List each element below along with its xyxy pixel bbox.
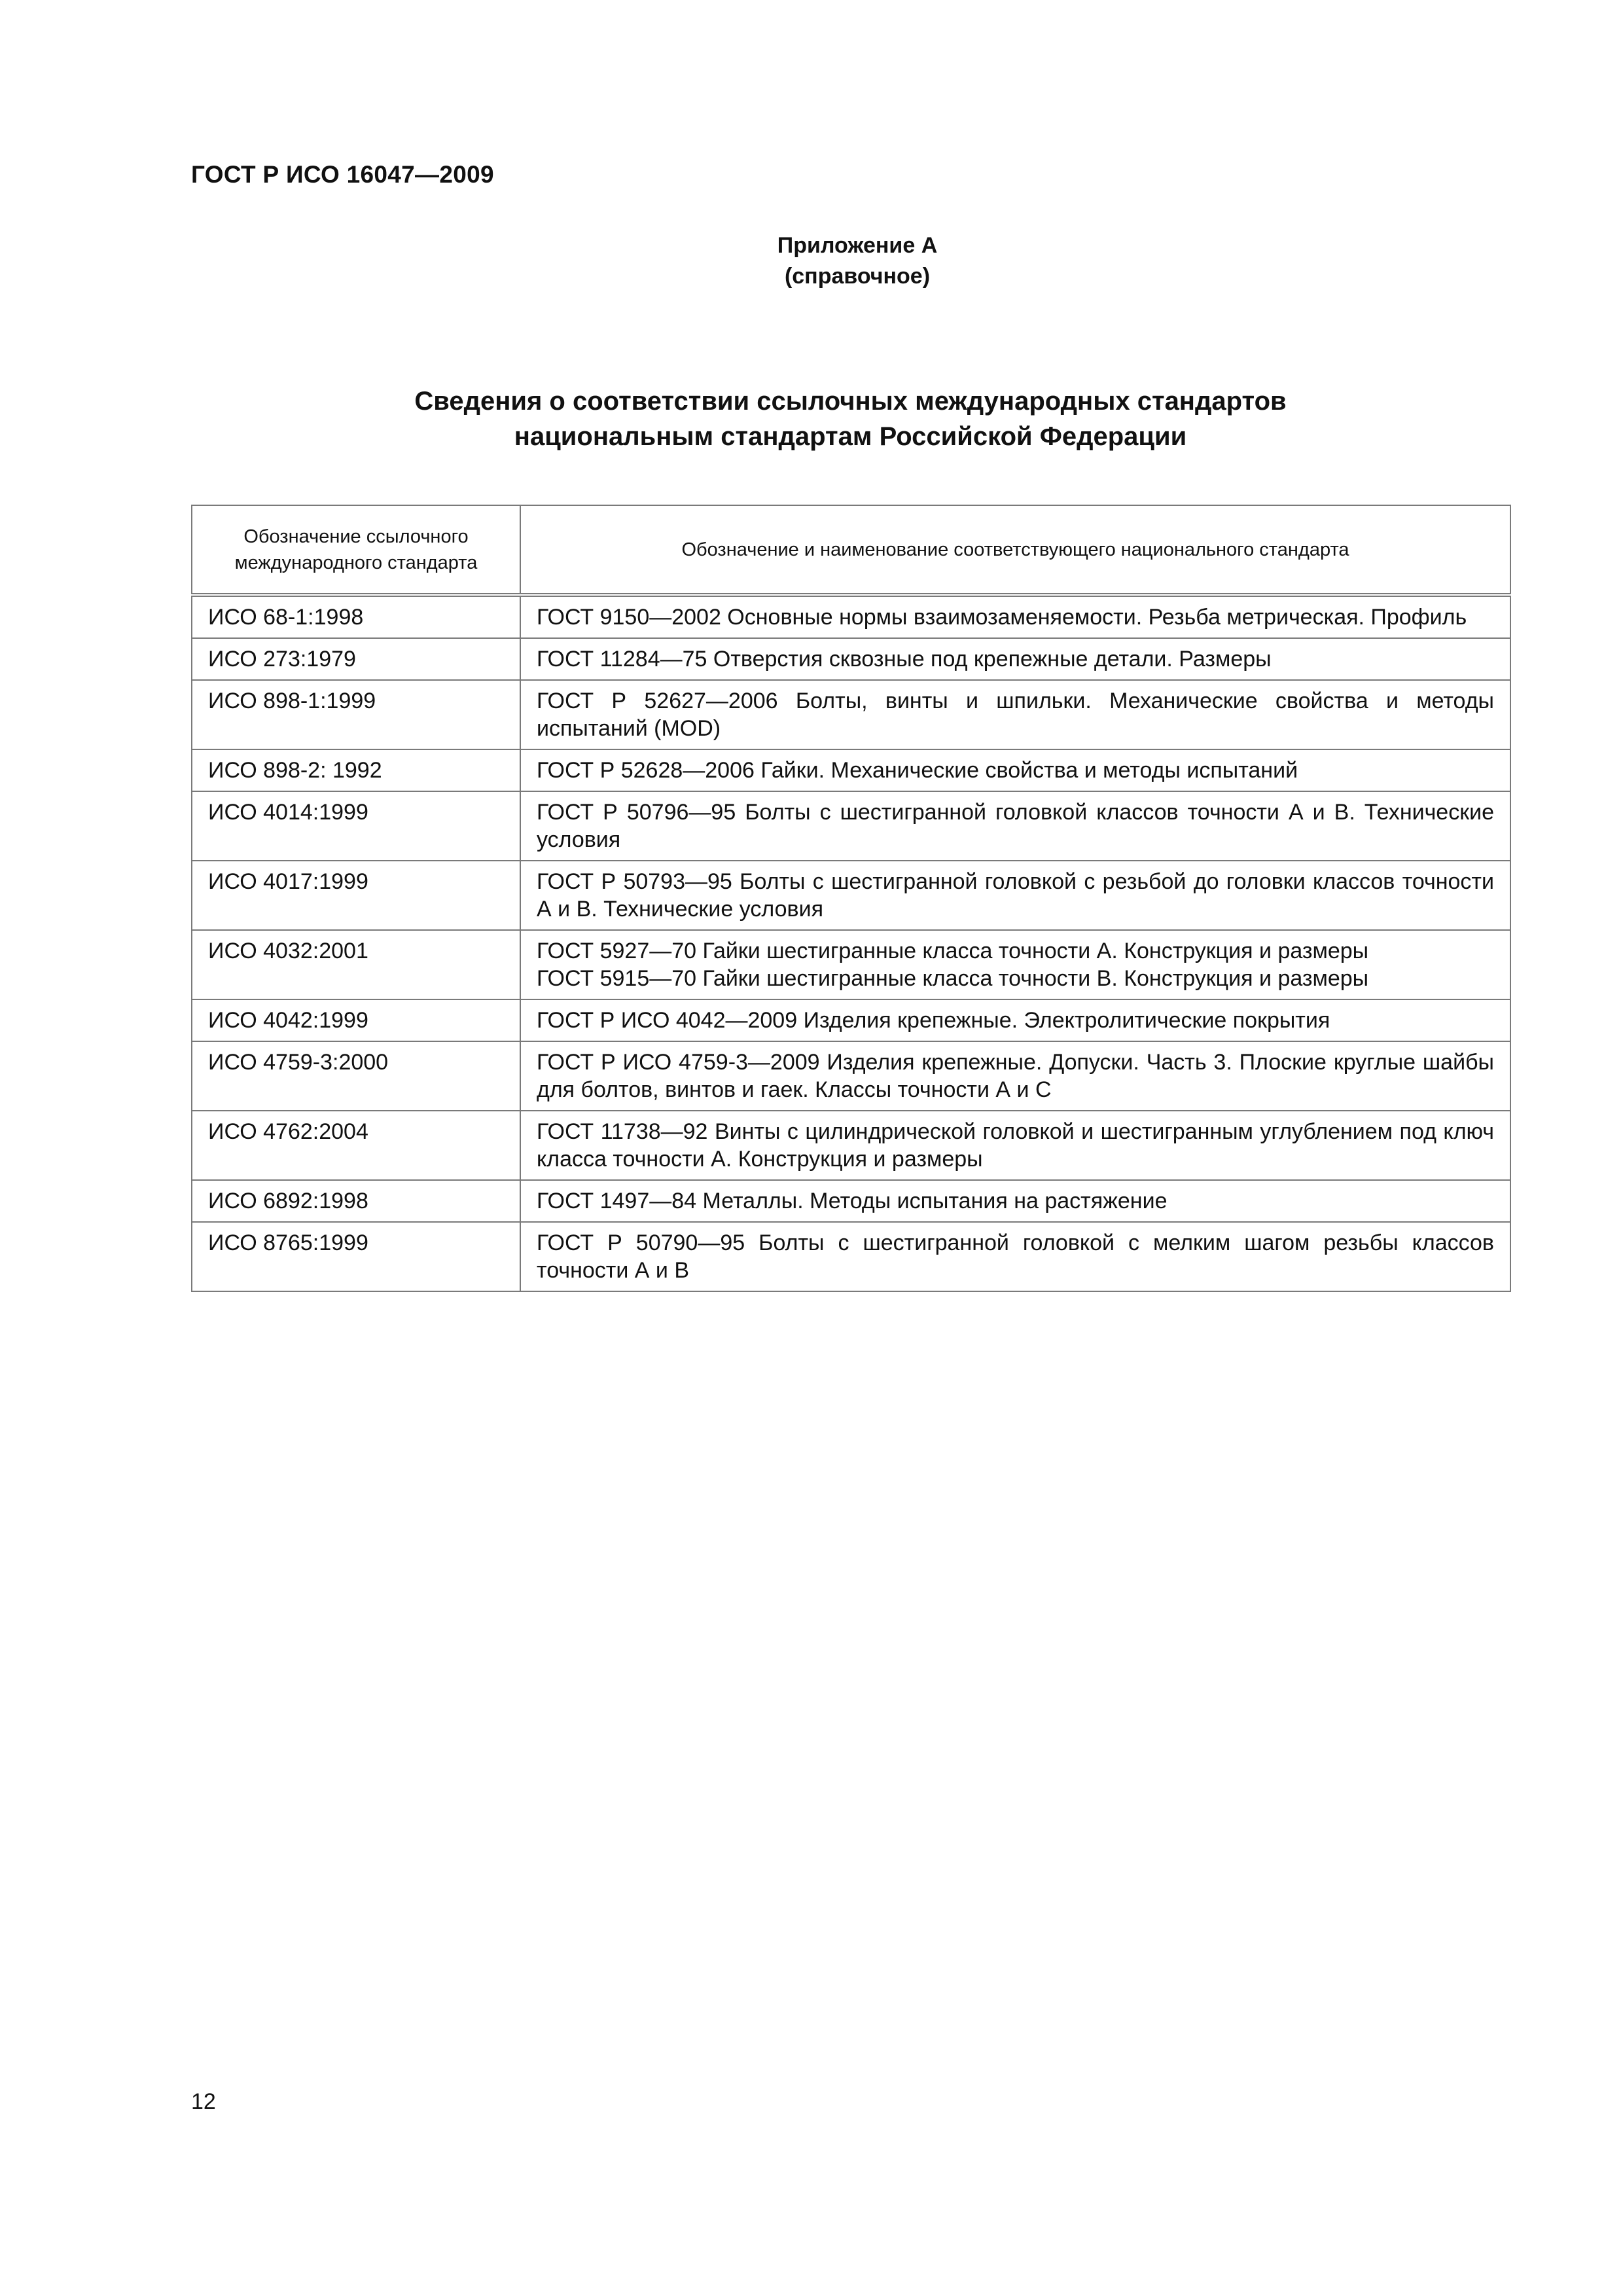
international-standard-cell: ИСО 4042:1999 [192,999,520,1041]
international-standard-cell: ИСО 4762:2004 [192,1111,520,1180]
international-standard-cell: ИСО 4017:1999 [192,861,520,930]
table-row [192,595,1510,638]
international-standard-cell: ИСО 898-1:1999 [192,680,520,749]
national-standard-entry: ГОСТ Р 50793—95 Болты с шестигранной головкой с резьбой до головки классов точности А и В. Технические условия [537,869,1494,922]
appendix-heading [654,230,1060,292]
international-standard-cell: ИСО 4014:1999 [192,791,520,861]
table-row [192,791,1510,861]
table-row [192,999,1510,1041]
table-row [192,638,1510,680]
standards-correspondence-table [191,505,1511,1292]
national-standard-entry: ГОСТ Р ИСО 4759-3—2009 Изделия крепежные. Допуски. Часть 3. Плоские круглые шайбы для болтов, винтов и гаек. Классы точности А и С [537,1050,1494,1102]
appendix-label: Приложение А [777,233,938,258]
national-standard-cell [520,1041,1510,1111]
section-title-line-2: национальным стандартам Российской Федерации [514,422,1187,451]
international-standard-cell: ИСО 4759-3:2000 [192,1041,520,1111]
national-standard-cell [520,638,1510,680]
national-standard-cell [520,749,1510,791]
national-standard-cell [520,1111,1510,1180]
national-standard-entry: ГОСТ 5927—70 Гайки шестигранные класса точности А. Конструкция и размеры [537,939,1369,963]
table-row [192,680,1510,749]
international-standard-cell: ИСО 898-2: 1992 [192,749,520,791]
national-standard-entry: ГОСТ 9150—2002 Основные нормы взаимозаменяемости. Резьба метрическая. Профиль [537,605,1467,630]
table-row [192,861,1510,930]
international-standard-cell: ИСО 273:1979 [192,638,520,680]
national-standard-entry: ГОСТ Р 52627—2006 Болты, винты и шпильки. Механические свойства и методы испытаний (MOD) [537,689,1494,741]
national-standard-cell [520,930,1510,999]
national-standard-entry: ГОСТ Р 52628—2006 Гайки. Механические свойства и методы испытаний [537,758,1298,783]
table-row [192,930,1510,999]
national-standard-cell [520,999,1510,1041]
national-standard-cell [520,1180,1510,1222]
table-row [192,749,1510,791]
national-standard-entry: ГОСТ Р 50796—95 Болты с шестигранной головкой классов точности А и В. Технические условия [537,800,1494,852]
national-standard-entry: ГОСТ 1497—84 Металлы. Методы испытания на растяжение [537,1189,1168,1213]
column-header-national: Обозначение и наименование соответствующего национального стандарта [520,505,1510,595]
table-body [192,595,1510,1291]
page-number: 12 [191,2089,216,2114]
document-code-header: ГОСТ Р ИСО 16047—2009 [191,161,494,188]
international-standard-cell: ИСО 4032:2001 [192,930,520,999]
section-title-line-1: Сведения о соответствии ссылочных международных стандартов [414,387,1287,416]
national-standard-entry: ГОСТ Р ИСО 4042—2009 Изделия крепежные. Электролитические покрытия [537,1008,1330,1033]
national-standard-entry: ГОСТ 11738—92 Винты с цилиндрической головкой и шестигранным углублением под ключ класса точности А. Конструкция и размеры [537,1119,1494,1172]
national-standard-cell [520,595,1510,638]
section-title [191,384,1510,454]
national-standard-cell [520,791,1510,861]
table-row [192,1222,1510,1291]
national-standard-cell [520,1222,1510,1291]
international-standard-cell: ИСО 8765:1999 [192,1222,520,1291]
international-standard-cell: ИСО 68-1:1998 [192,595,520,638]
appendix-type: (справочное) [784,264,931,289]
national-standard-entry: ГОСТ 5915—70 Гайки шестигранные класса точности В. Конструкция и размеры [537,966,1369,991]
national-standard-entry: ГОСТ Р 50790—95 Болты с шестигранной головкой с мелким шагом резьбы классов точности А и В [537,1230,1494,1283]
table-header-row [192,505,1510,595]
international-standard-cell: ИСО 6892:1998 [192,1180,520,1222]
national-standard-cell [520,861,1510,930]
table-row [192,1041,1510,1111]
column-header-international: Обозначение ссылочного международного стандарта [192,505,520,595]
national-standard-cell [520,680,1510,749]
table-row [192,1111,1510,1180]
national-standard-entry: ГОСТ 11284—75 Отверстия сквозные под крепежные детали. Размеры [537,647,1272,672]
table-row [192,1180,1510,1222]
